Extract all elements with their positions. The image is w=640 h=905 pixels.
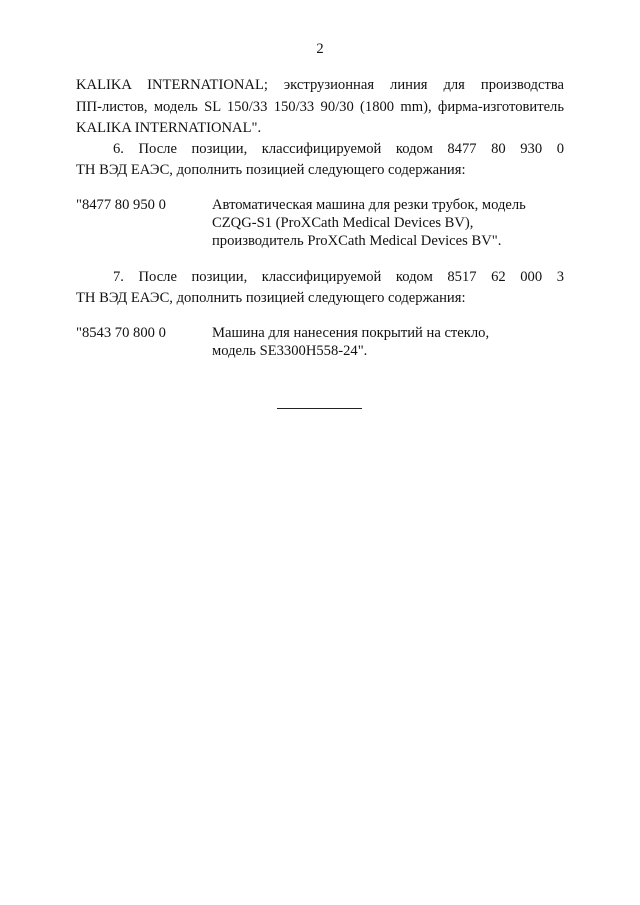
intro-line-3: KALIKA INTERNATIONAL". — [76, 120, 262, 136]
end-divider — [277, 408, 362, 409]
page-number: 2 — [316, 41, 324, 57]
item-6-line-2: ТН ВЭД ЕАЭС, дополнить позицией следующего содержания: — [76, 162, 466, 178]
intro-line-2: ПП-листов, модель SL 150/33 150/33 90/30 (1800 mm), фирма-изготовитель — [76, 99, 564, 115]
item-7-line-1: 7. После позиции, классифицируемой кодом 8517 62 000 3 — [113, 269, 564, 285]
item-6-desc-line-3: производитель ProXCath Medical Devices BV". — [212, 233, 502, 249]
item-6-desc-line-2: CZQG-S1 (ProXCath Medical Devices BV), — [212, 215, 474, 231]
item-7-desc-line-1: Машина для нанесения покрытий на стекло, — [212, 325, 490, 341]
item-6-code: "8477 80 950 0 — [76, 197, 166, 213]
item-7-code: "8543 70 800 0 — [76, 325, 166, 341]
item-6-desc-line-1: Автоматическая машина для резки трубок, модель — [212, 197, 526, 213]
item-6-line-1: 6. После позиции, классифицируемой кодом 8477 80 930 0 — [113, 141, 564, 157]
intro-line-1: KALIKA INTERNATIONAL; экструзионная линия для производства — [76, 77, 564, 93]
item-7-line-2: ТН ВЭД ЕАЭС, дополнить позицией следующего содержания: — [76, 290, 466, 306]
item-7-desc-line-2: модель SE3300H558-24". — [212, 343, 368, 359]
